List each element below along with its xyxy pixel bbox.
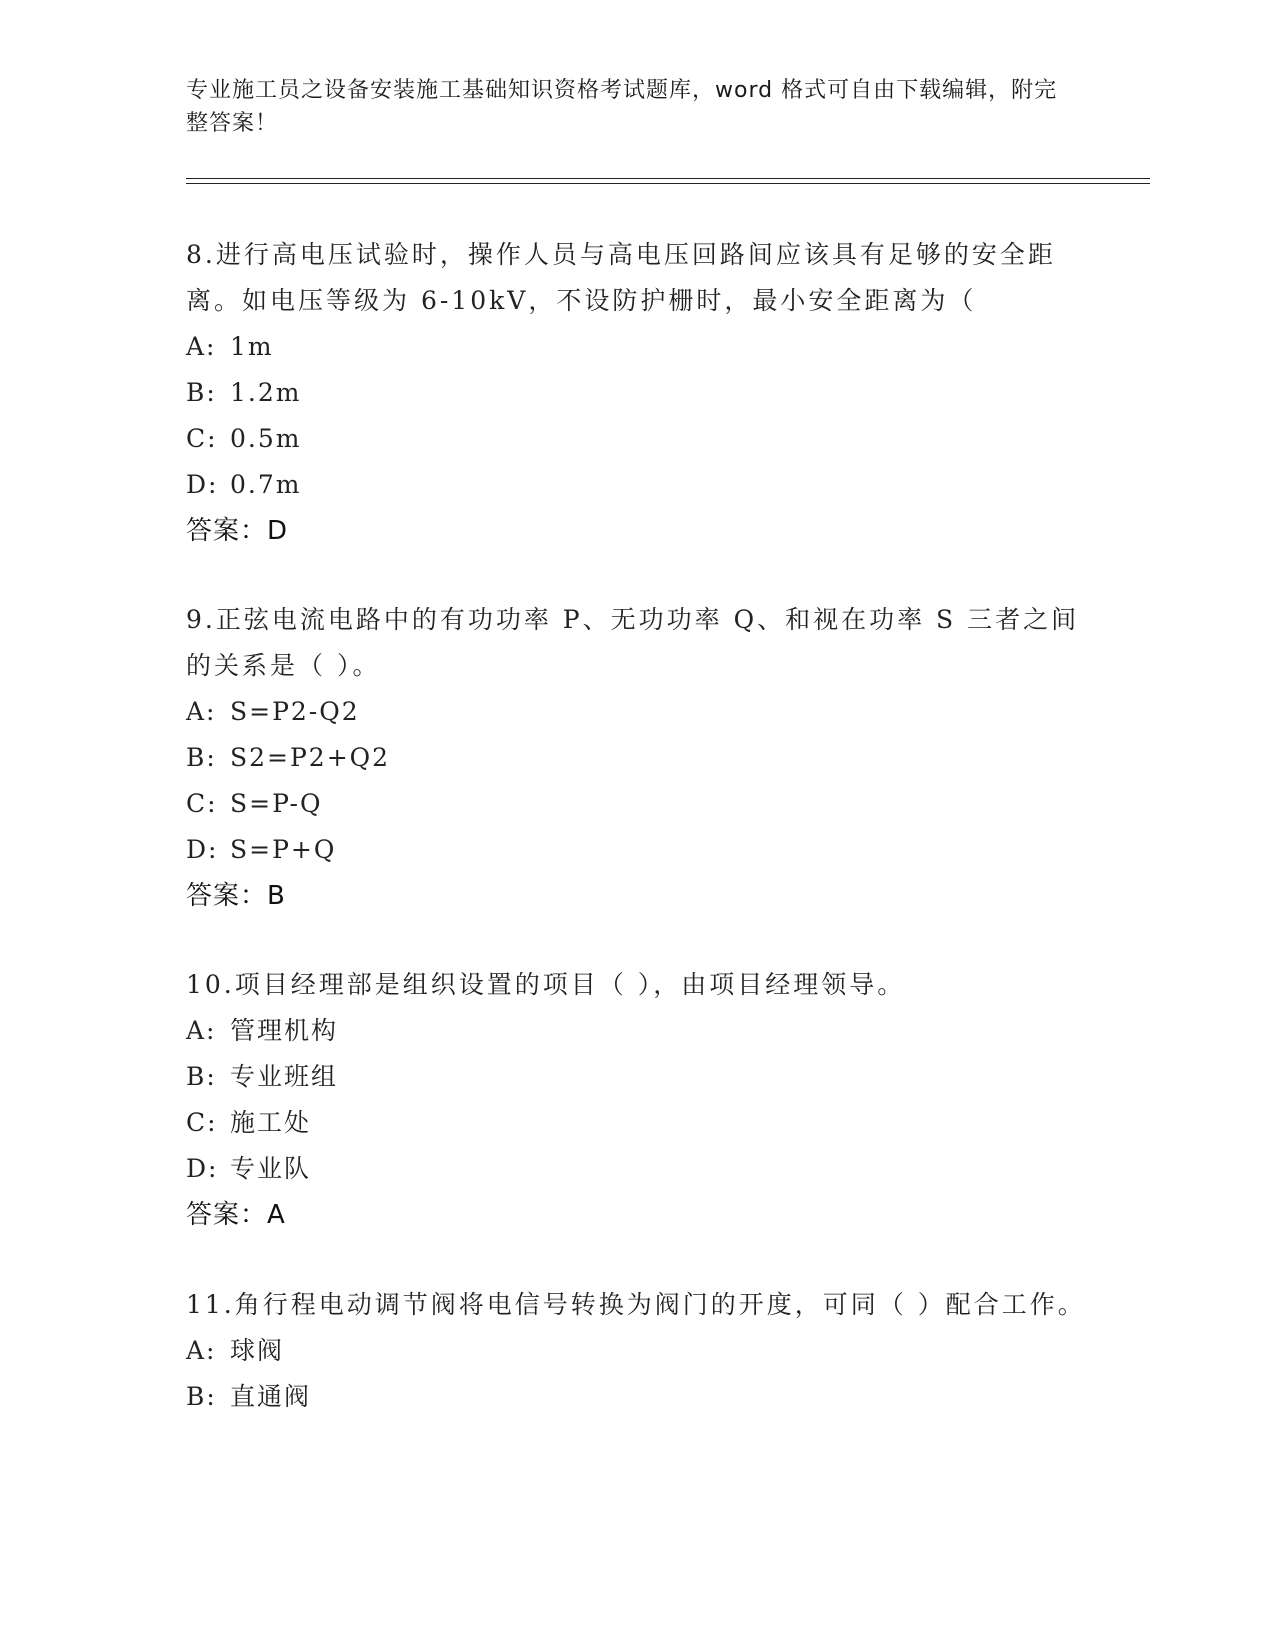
option-key: C: — [186, 789, 218, 818]
option-key: A: — [186, 1016, 217, 1045]
question-stem: 10.项目经理部是组织设置的项目（ ），由项目经理领导。 — [186, 970, 906, 999]
option-d — [186, 462, 1086, 508]
option-text: 0.5m — [230, 424, 302, 453]
question-stem: 11.角行程电动调节阀将电信号转换为阀门的开度，可同（ ）配合工作。 — [186, 1290, 1086, 1319]
header-divider-bottom — [186, 183, 1150, 184]
option-a — [186, 1328, 1086, 1374]
option-a — [186, 1008, 1086, 1054]
option-key: B: — [186, 378, 217, 407]
option-b — [186, 735, 1086, 781]
question-8 — [186, 232, 1086, 554]
option-key: A: — [186, 1336, 217, 1365]
option-key: D: — [186, 470, 219, 499]
question-stem: 8.进行高电压试验时，操作人员与高电压回路间应该具有足够的安全距离。如电压等级为 6-10kV，不设防护栅时，最小安全距离为（ — [186, 240, 1056, 315]
answer: 答案：D — [186, 516, 289, 546]
option-c — [186, 1100, 1086, 1146]
option-text: S=P2-Q2 — [230, 697, 360, 726]
question-stem: 9.正弦电流电路中的有功功率 P、无功功率 Q、和视在功率 S 三者之间的关系是（ ）。 — [186, 605, 1080, 680]
option-key: A: — [186, 332, 217, 361]
answer: 答案：A — [186, 1200, 286, 1230]
option-key: C: — [186, 1108, 218, 1137]
option-key: B: — [186, 743, 217, 772]
answer: 答案：B — [186, 881, 286, 911]
option-key: D: — [186, 835, 219, 864]
option-d — [186, 1146, 1086, 1192]
option-b — [186, 1054, 1086, 1100]
option-text: 施工处 — [230, 1108, 312, 1137]
document-header: 专业施工员之设备安装施工基础知识资格考试题库，word 格式可自由下载编辑，附完整答案！ — [186, 78, 1058, 136]
question-11 — [186, 1282, 1086, 1420]
option-c — [186, 781, 1086, 827]
option-key: A: — [186, 697, 217, 726]
question-10 — [186, 962, 1086, 1238]
option-key: C: — [186, 424, 218, 453]
option-text: S=P-Q — [230, 789, 323, 818]
option-b — [186, 1374, 1086, 1420]
option-b — [186, 370, 1086, 416]
option-text: S=P+Q — [230, 835, 337, 864]
option-text: 专业班组 — [230, 1062, 339, 1091]
question-9 — [186, 597, 1086, 919]
option-text: 0.7m — [230, 470, 302, 499]
option-key: B: — [186, 1382, 217, 1411]
option-text: 球阀 — [230, 1336, 285, 1365]
option-text: 直通阀 — [230, 1382, 312, 1411]
option-key: B: — [186, 1062, 217, 1091]
option-d — [186, 827, 1086, 873]
option-c — [186, 416, 1086, 462]
option-text: 1.2m — [230, 378, 302, 407]
option-a — [186, 689, 1086, 735]
option-text: 1m — [230, 332, 274, 361]
option-text: 专业队 — [230, 1154, 312, 1183]
option-key: D: — [186, 1154, 219, 1183]
option-a — [186, 324, 1086, 370]
option-text: S2=P2+Q2 — [230, 743, 391, 772]
option-text: 管理机构 — [230, 1016, 339, 1045]
header-divider-top — [186, 178, 1150, 179]
